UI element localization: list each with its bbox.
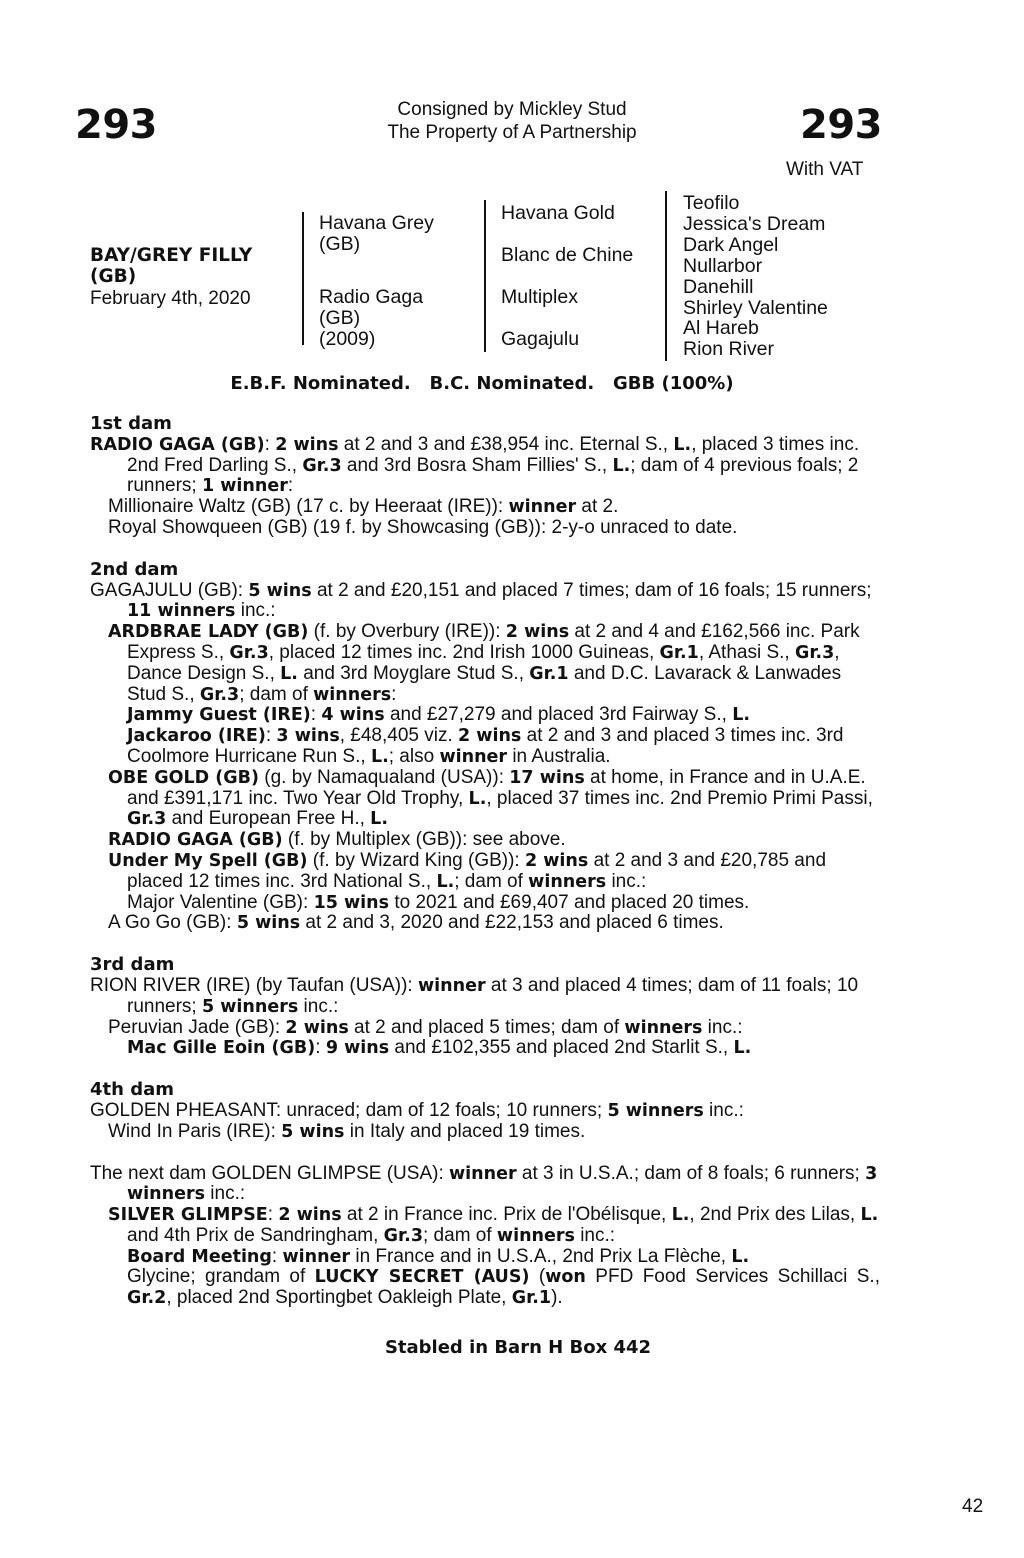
dam-name: Radio Gaga bbox=[319, 286, 424, 308]
foaling-date: February 4th, 2020 bbox=[90, 288, 251, 309]
section-next-dam bbox=[90, 1164, 880, 1310]
sire-origin: (GB) bbox=[319, 233, 361, 255]
great-grandparent: Nullarbor bbox=[683, 254, 763, 277]
produce-entry: A Go Go (GB): 5 wins at 2 and 3, 2020 and £22,153 and placed 6 times. bbox=[108, 912, 724, 934]
pedigree-bracket-1 bbox=[302, 212, 304, 345]
property-line: The Property of A Partnership bbox=[387, 122, 637, 143]
produce-entry: Wind In Paris (IRE): 5 wins in Italy and placed 19 times. bbox=[108, 1120, 586, 1142]
great-grandparent: Jessica's Dream bbox=[683, 212, 826, 235]
produce-entry: Peruvian Jade (GB): 2 wins at 2 and placed 5 times; dam of winners inc.: bbox=[108, 1016, 743, 1038]
produce-entry: Jammy Guest (IRE): 4 wins and £27,279 and placed 3rd Fairway S., L. bbox=[127, 704, 750, 726]
section-2nd-dam bbox=[90, 560, 880, 934]
great-grandparent: Teofilo bbox=[683, 192, 740, 214]
great-grandparent: Dark Angel bbox=[683, 233, 779, 256]
grandparent: Gagajulu bbox=[501, 328, 580, 350]
pedigree-sire bbox=[319, 213, 434, 255]
horse-title-line1: BAY/GREY FILLY bbox=[90, 245, 253, 266]
vat-label: With VAT bbox=[786, 159, 864, 180]
grandparent: Blanc de Chine bbox=[501, 244, 634, 266]
great-grandparent: Shirley Valentine bbox=[683, 296, 828, 319]
section-4th-dam bbox=[90, 1080, 880, 1142]
section-heading: 1st dam bbox=[90, 413, 172, 434]
produce-entry: Board Meeting: winner in France and in U.S.A., 2nd Prix La Flèche, L. bbox=[127, 1245, 750, 1267]
dam-year: (2009) bbox=[319, 328, 376, 350]
grandparent: Multiplex bbox=[501, 286, 578, 308]
produce-entry: Under My Spell (GB) (f. by Wizard King (GB)): 2 wins at 2 and 3 and £20,785 and placed 12 times inc. 3rd National S., L.; dam of winners inc.: bbox=[108, 849, 827, 892]
produce-entry: Glycine; grandam of LUCKY SECRET (AUS) (won PFD Food Services Schillaci S., Gr.2, placed 2nd Sportingbet Oakleigh Plate, Gr.1). bbox=[127, 1266, 880, 1309]
produce-entry: Millionaire Waltz (GB) (17 c. by Heeraat (IRE)): winner at 2. bbox=[108, 496, 619, 518]
dam-entry: GAGAJULU (GB): 5 wins at 2 and £20,151 and placed 7 times; dam of 16 foals; 15 runners; 11 winners inc.: bbox=[90, 579, 872, 622]
dam-entry: RADIO GAGA (GB): 2 wins at 2 and 3 and £38,954 inc. Eternal S., L., placed 3 times inc. 2nd Fred Darling S., Gr.3 and 3rd Bosra Sham Fillies' S., L.; dam of 4 previous foals; 2 runners; 1 winner: bbox=[90, 433, 860, 497]
dam-entry: The next dam GOLDEN GLIMPSE (USA): winner at 3 in U.S.A.; dam of 8 foals; 6 runners; 3 winners inc.: bbox=[90, 1162, 878, 1205]
dam-entry: GOLDEN PHEASANT: unraced; dam of 12 foals; 10 runners; 5 winners inc.: bbox=[90, 1099, 744, 1121]
nominations-line: E.B.F. Nominated. B.C. Nominated. GBB (100%) bbox=[230, 373, 734, 394]
sire-name: Havana Grey bbox=[319, 212, 434, 234]
lot-number-right: 293 bbox=[800, 102, 882, 148]
lot-number-left: 293 bbox=[75, 102, 157, 148]
consignor-line: Consigned by Mickley Stud bbox=[397, 99, 627, 120]
pedigree-dam bbox=[319, 287, 423, 350]
horse-title-line2: (GB) bbox=[90, 266, 137, 287]
great-grandparent: Danehill bbox=[683, 275, 754, 298]
produce-entry: ARDBRAE LADY (GB) (f. by Overbury (IRE)): 2 wins at 2 and 4 and £162,566 inc. Park Express S., Gr.3, placed 12 times inc. 2nd Irish 1000 Guineas, Gr.1, Athasi S., Gr.3, Dance Design S., L. and 3rd Moyglare Stud S., Gr.1 and D.C. Lavarack & Lanwades Stud S., Gr.3; dam of winners: bbox=[108, 621, 860, 705]
produce-entry: Jackaroo (IRE): 3 wins, £48,405 viz. 2 wins at 2 and 3 and placed 3 times inc. 3rd Coolmore Hurricane Run S., L.; also winner in Australia. bbox=[127, 725, 844, 767]
page-number: 42 bbox=[962, 1496, 984, 1517]
horse-title bbox=[90, 245, 252, 287]
produce-entry: Mac Gille Eoin (GB): 9 wins and £102,355 and placed 2nd Starlit S., L. bbox=[127, 1037, 752, 1059]
pedigree-bracket-3 bbox=[665, 191, 667, 361]
section-heading: 4th dam bbox=[90, 1079, 174, 1101]
great-grandparent: Rion River bbox=[683, 338, 775, 361]
produce-entry: Major Valentine (GB): 15 wins to 2021 and £69,407 and placed 20 times. bbox=[127, 891, 750, 913]
produce-entry: RADIO GAGA (GB) (f. by Multiplex (GB)): see above. bbox=[108, 829, 566, 851]
section-1st-dam bbox=[90, 414, 880, 539]
pedigree-bracket-2 bbox=[484, 200, 486, 352]
great-grandparent: Al Hareb bbox=[683, 317, 759, 340]
grandparent: Havana Gold bbox=[501, 202, 615, 224]
stabling-info: Stabled in Barn H Box 442 bbox=[384, 1337, 652, 1358]
catalogue-sections bbox=[90, 414, 880, 1330]
produce-entry: SILVER GLIMPSE: 2 wins at 2 in France inc. Prix de l'Obélisque, L., 2nd Prix des Lilas, L. and 4th Prix de Sandringham, Gr.3; dam of winners inc.: bbox=[108, 1204, 879, 1246]
produce-entry: Royal Showqueen (GB) (19 f. by Showcasing (GB)): 2-y-o unraced to date. bbox=[108, 516, 738, 538]
section-heading: 3rd dam bbox=[90, 954, 175, 976]
section-heading: 2nd dam bbox=[90, 558, 179, 580]
produce-entry: OBE GOLD (GB) (g. by Namaqualand (USA)): 17 wins at home, in France and in U.A.E. and £391,171 inc. Two Year Old Trophy, L., placed 37 times inc. 2nd Premio Primi Passi, Gr.3 and European Free H., L. bbox=[108, 766, 873, 830]
dam-entry: RION RIVER (IRE) (by Taufan (USA)): winner at 3 and placed 4 times; dam of 11 foals; 10 runners; 5 winners inc.: bbox=[90, 974, 859, 1017]
section-3rd-dam bbox=[90, 955, 880, 1059]
dam-origin: (GB) bbox=[319, 307, 361, 329]
great-grandparents bbox=[683, 193, 828, 360]
